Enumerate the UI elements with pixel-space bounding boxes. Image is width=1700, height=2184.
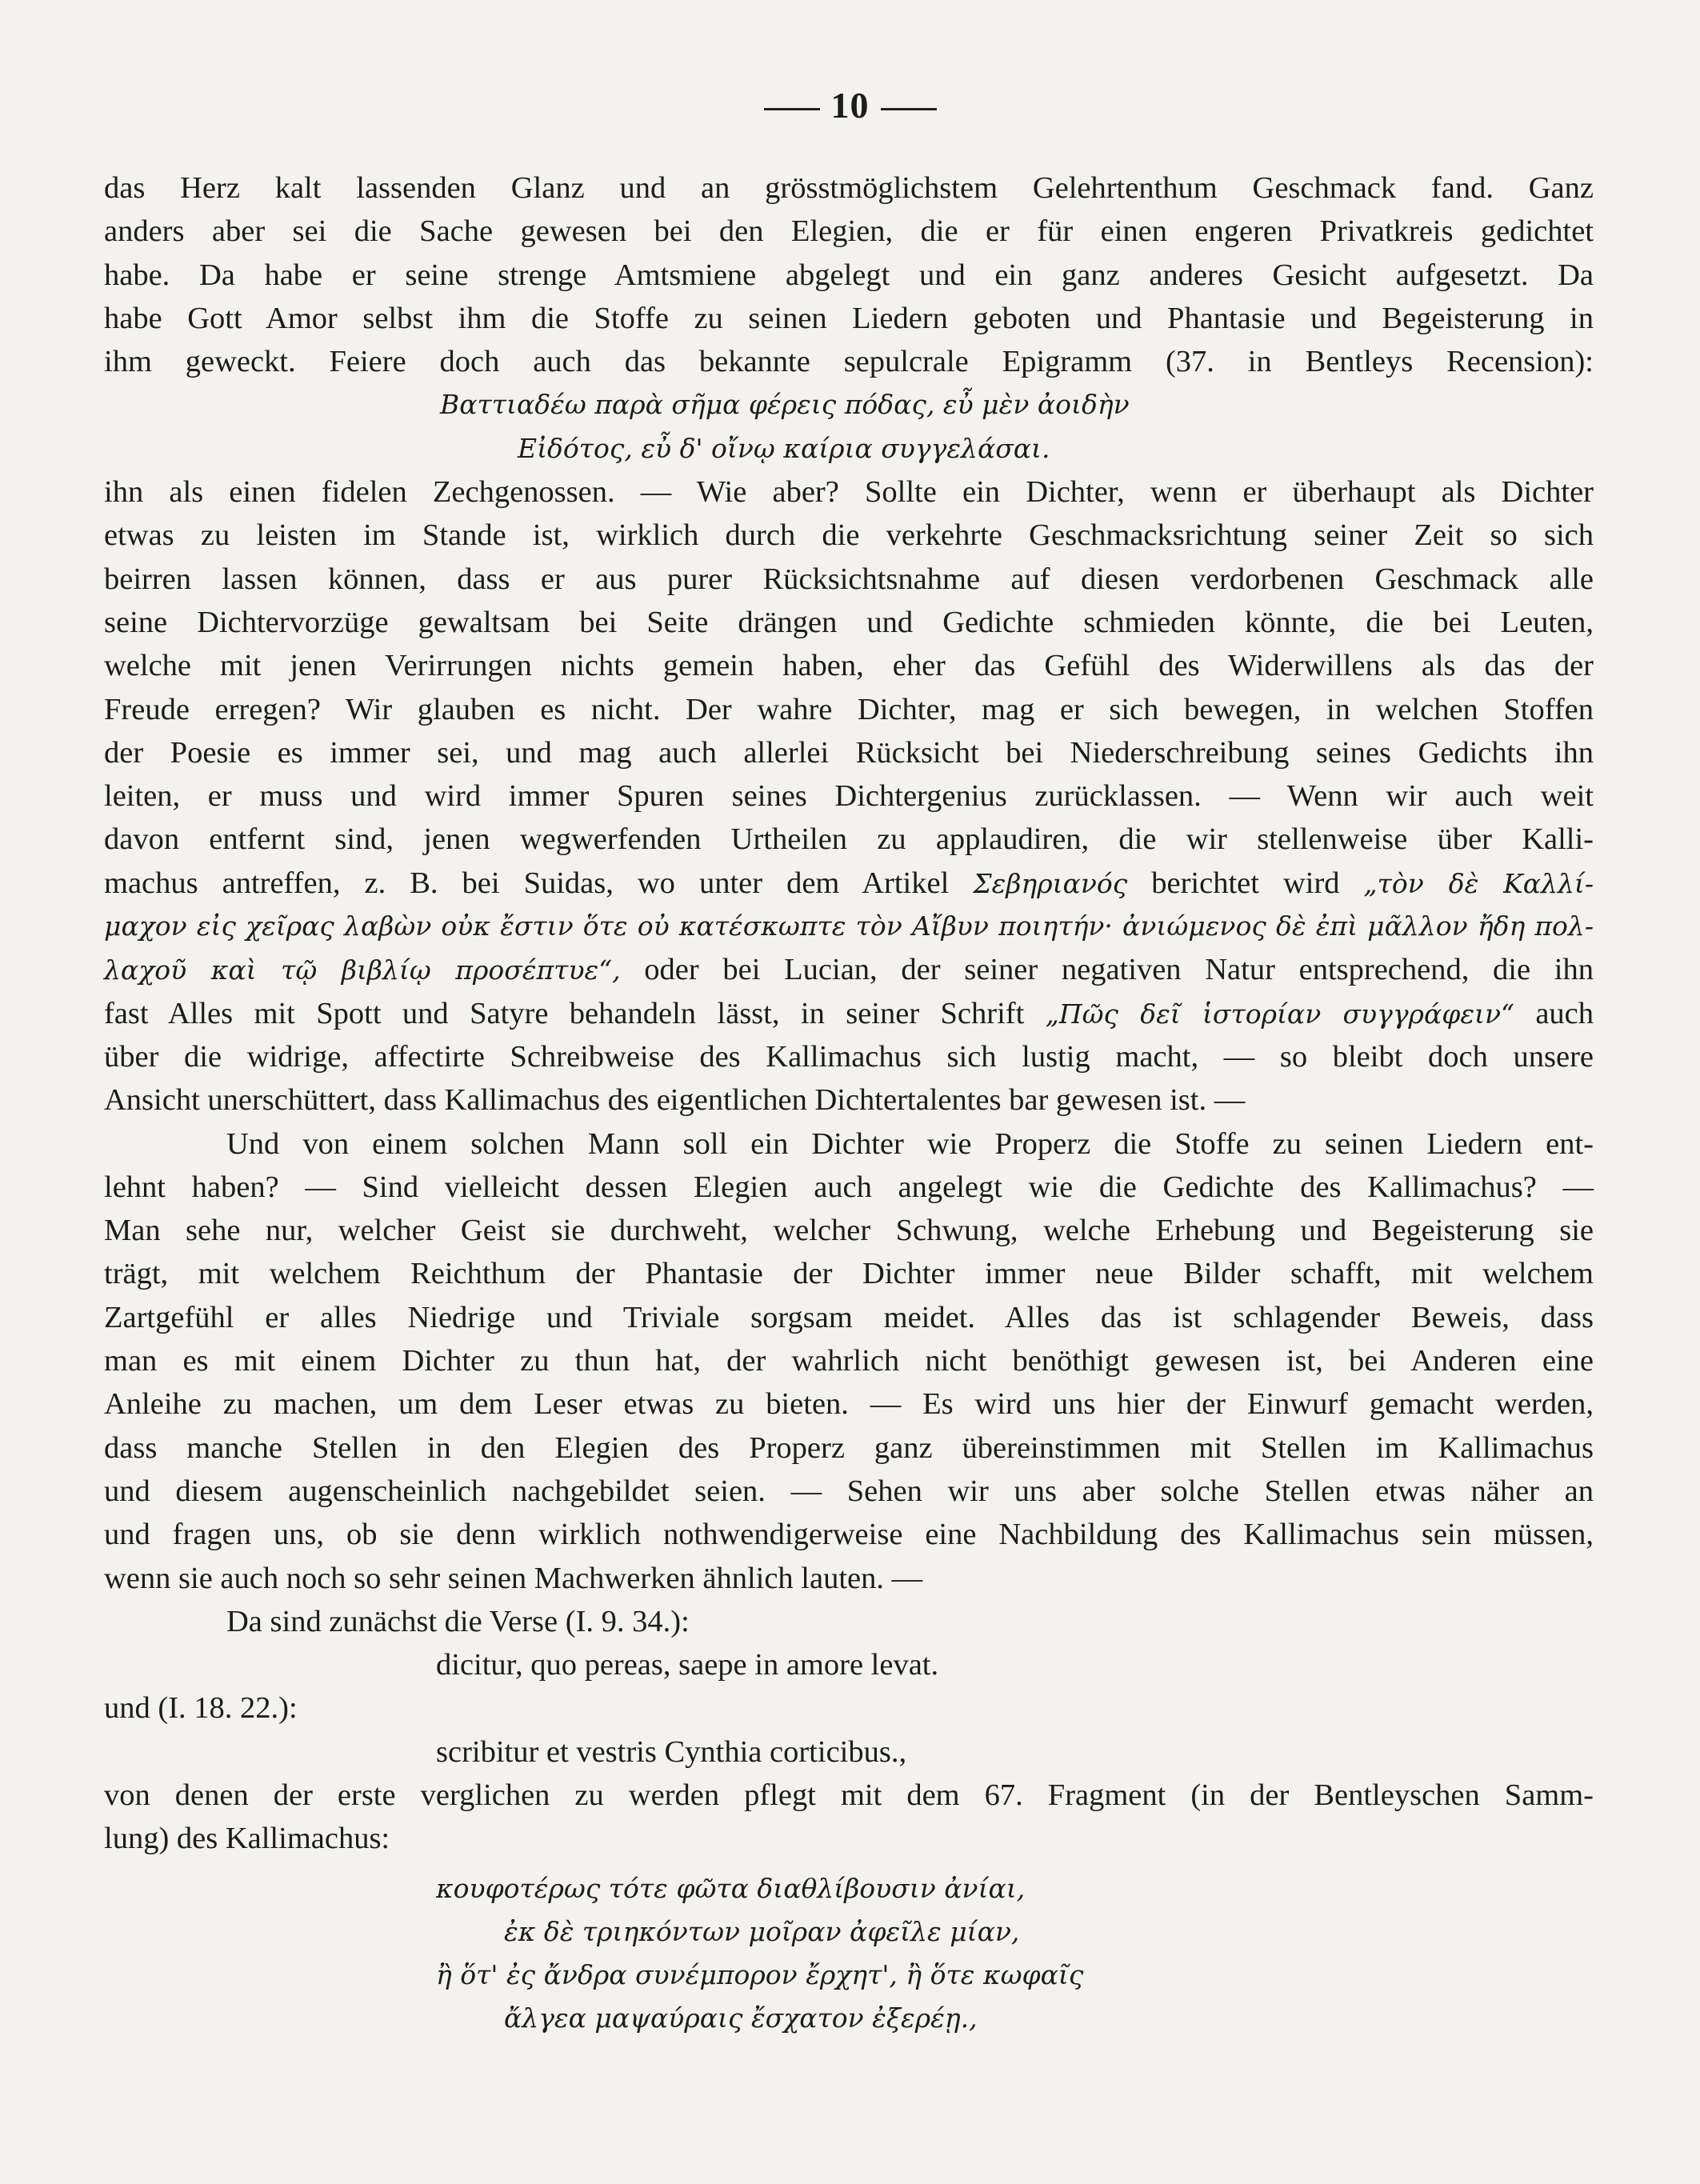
page-header <box>0 84 1700 126</box>
text-line: über die widrige, affectirte Schreibweise des Kallimachus sich lustig macht, — so bleibt doch unsere <box>104 1039 1594 1074</box>
text-line: ihn als einen fidelen Zechgenossen. — Wie aber? Sollte ein Dichter, wenn er überhaupt als Dichter <box>104 475 1594 510</box>
text-line <box>104 992 1594 1035</box>
text-line: das Herz kalt lassenden Glanz und an grösstmöglichstem Gelehrtenthum Geschmack fand. Ganz <box>104 171 1594 205</box>
text-line: Da sind zunächst die Verse (I. 9. 34.): <box>226 1604 690 1638</box>
greek-quote: λαχοῦ καὶ τῷ βιβλίῳ προσέπτυε“, <box>104 954 621 986</box>
text-line: welche mit jenen Verirrungen nichts gemein haben, eher das Gefühl des Widerwillens als das der <box>104 649 1594 683</box>
text-line: habe. Da habe er seine strenge Amtsmiene abgelegt und ein ganz anderes Gesicht aufgesetzt. Da <box>104 258 1594 292</box>
text-line: beirren lassen können, dass er aus purer Rücksichtsnahme auf diesen verdorbenen Geschmack alle <box>104 562 1594 596</box>
greek-fragment-line: ἐκ δὲ τριηκόντων μοῖραν ἀφεῖλε μίαν, <box>504 1915 1020 1947</box>
text-line: habe Gott Amor selbst ihm die Stoffe zu seinen Liedern geboten und Phantasie und Begeisterung in <box>104 301 1594 335</box>
greek-fragment-line: ἢ ὅτ' ἐς ἄνδρα συνέμπορον ἔρχητ', ἢ ὅτε κωφαῖς <box>436 1959 1084 1991</box>
text-line: Ansicht unerschüttert, dass Kallimachus des eigentlichen Dichtertalentes bar gewesen ist. — <box>104 1083 1246 1118</box>
latin-verse: dicitur, quo pereas, saepe in amore levat. <box>436 1648 939 1682</box>
text-line: davon entfernt sind, jenen wegwerfenden Urtheilen zu applaudiren, die wir stellenweise über Kalli- <box>104 822 1594 857</box>
text-segment: fast Alles mit Spott und Satyre behandeln lässt, in seiner Schrift <box>104 996 1025 1030</box>
greek-epigram-line: Εἰδότος, εὖ δ' οἴνῳ καίρια συγγελάσαι. <box>518 432 1050 464</box>
text-line: Anleihe zu machen, um dem Leser etwas zu bieten. — Es wird uns hier der Einwurf gemacht werden, <box>104 1387 1594 1422</box>
text-line: wenn sie auch noch so sehr seinen Machwerken ähnlich lauten. — <box>104 1561 923 1595</box>
greek-fragment-line: ἄλγεα μαψαύραις ἔσχατον ἐξερέῃ., <box>504 2002 978 2034</box>
text-line: trägt, mit welchem Reichthum der Phantasie der Dichter immer neue Bilder schafft, mit welchem <box>104 1257 1594 1291</box>
text-line: lung) des Kallimachus: <box>104 1822 390 1856</box>
greek-title: „Πῶς δεῖ ἱστορίαν συγγράφειν“ <box>1045 998 1514 1030</box>
text-line: und diesem augenscheinlich nachgebildet seien. — Sehen wir uns aber solche Stellen etwas näher an <box>104 1474 1594 1508</box>
text-line: man es mit einem Dichter zu thun hat, der wahrlich nicht benöthigt gewesen ist, bei Anderen eine <box>104 1344 1594 1378</box>
text-segment: machus antreffen, z. B. bei Suidas, wo unter dem Artikel <box>104 866 950 900</box>
page-number: 10 <box>830 85 870 126</box>
text-line: lehnt haben? — Sind vielleicht dessen Elegien auch angelegt wie die Gedichte des Kallimachus? — <box>104 1170 1594 1204</box>
text-line: Und von einem solchen Mann soll ein Dichter wie Properz die Stoffe zu seinen Liedern ent- <box>226 1126 1594 1161</box>
greek-quote-line: μαχον εἰς χεῖρας λαβὼν οὐκ ἔστιν ὅτε οὐ κατέσκωπτε τὸν Αἴβυν ποιητήν· ἀνιώμενος δὲ ἐπὶ μᾶλλον ἤδη πολ- <box>104 910 1594 942</box>
text-line: ihm geweckt. Feiere doch auch das bekannte sepulcrale Epigramm (37. in Bentleys Recension): <box>104 345 1594 379</box>
text-line: leiten, er muss und wird immer Spuren seines Dichtergenius zurücklassen. — Wenn wir auch weit <box>104 779 1594 814</box>
greek-fragment-line: κουφοτέρως τότε φῶτα διαθλίβουσιν ἀνίαι, <box>436 1872 1026 1904</box>
text-line: etwas zu leisten im Stande ist, wirklich durch die verkehrte Geschmacksrichtung seiner Zeit so sich <box>104 518 1594 553</box>
greek-epigram-line: Βαττιαδέω παρὰ σῆμα φέρεις πόδας, εὖ μὲν ἀοιδὴν <box>440 389 1130 421</box>
text-line: und (I. 18. 22.): <box>104 1691 298 1726</box>
body-text <box>104 166 1594 2041</box>
text-line: Man sehe nur, welcher Geist sie durchweht, welcher Schwung, welche Erhebung und Begeisterung sie <box>104 1214 1594 1248</box>
text-line: seine Dichtervorzüge gewaltsam bei Seite drängen und Gedichte schmieden könnte, die bei Leuten, <box>104 605 1594 639</box>
text-line: Zartgefühl er alles Niedrige und Triviale sorgsam meidet. Alles das ist schlagender Beweis, dass <box>104 1300 1594 1334</box>
text-segment: auch <box>1535 996 1594 1030</box>
text-line <box>104 862 1594 905</box>
text-line: und fragen uns, ob sie denn wirklich nothwendigerweise eine Nachbildung des Kallimachus sein müssen, <box>104 1518 1594 1552</box>
text-segment: berichtet wird <box>1151 866 1340 900</box>
text-line <box>104 948 1594 991</box>
text-line: von denen der erste verglichen zu werden pflegt mit dem 67. Fragment (in der Bentleyschen Samm- <box>104 1778 1594 1812</box>
left-dash-ornament <box>764 108 820 110</box>
text-line: der Poesie es immer sei, und mag auch allerlei Rücksicht bei Niederschreibung seines Gedichts ihn <box>104 735 1594 770</box>
text-line: anders aber sei die Sache gewesen bei den Elegien, die er für einen engeren Privatkreis gedichtet <box>104 214 1594 249</box>
text-line: dass manche Stellen in den Elegien des Properz ganz übereinstimmen mit Stellen im Kallimachus <box>104 1430 1594 1465</box>
greek-word: Σεβηριανός <box>973 867 1128 899</box>
text-line: Freude erregen? Wir glauben es nicht. Der wahre Dichter, mag er sich bewegen, in welchen Stoffen <box>104 692 1594 726</box>
text-segment: oder bei Lucian, der seiner negativen Natur entsprechend, die ihn <box>644 953 1594 987</box>
latin-verse: scribitur et vestris Cynthia corticibus., <box>436 1734 907 1769</box>
right-dash-ornament <box>881 108 937 110</box>
greek-quote: „τὸν δὲ Καλλί- <box>1363 867 1594 899</box>
